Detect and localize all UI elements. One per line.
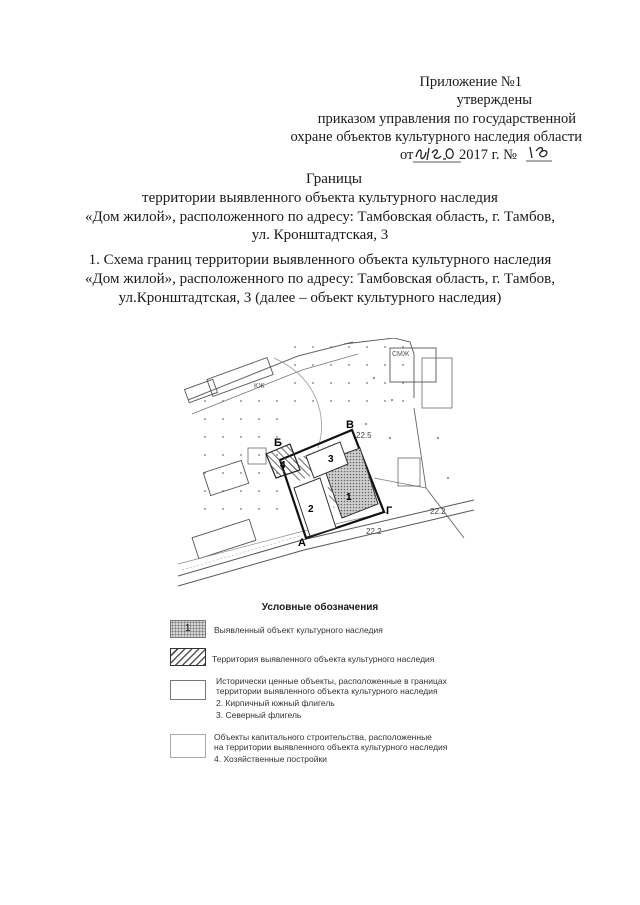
title-line-2: территории выявленного объекта культурного наследия (142, 190, 498, 206)
point-v: В (346, 419, 354, 431)
legend-text-capital-3: 4. Хозяйственные постройки (214, 754, 327, 764)
legend-swatch-capital (170, 734, 206, 758)
title-line-4: ул. Кронштадтская, 3 (251, 227, 389, 243)
scheme-line-1: 1. Схема границ территории выявленного объекта культурного наследия (88, 252, 552, 268)
elevation-label-3: 22.2 (430, 507, 446, 516)
site-plan-map (178, 338, 474, 590)
legend-swatch-territory (170, 648, 206, 666)
legend-title: Условные обозначения (261, 602, 379, 613)
point-a: А (298, 537, 306, 549)
legend-text-historic-3: 2. Кирпичный южный флигель (216, 698, 335, 708)
legend-swatch-historic (170, 680, 206, 700)
area-number-4: 4 (280, 460, 286, 471)
legend-text-capital-1: Объекты капитального строительства, расположенные (214, 732, 432, 742)
area-number-3: 3 (328, 454, 334, 465)
scheme-line-2: «Дом жилой», расположенного по адресу: Тамбовская область, г. Тамбов, (85, 271, 555, 287)
handwritten-date (413, 143, 461, 165)
order-date-line (0, 145, 640, 167)
order-line-1: приказом управления по государственной (317, 111, 576, 127)
point-b: Б (274, 437, 282, 449)
appendix-label: Приложение №1 (419, 74, 522, 90)
legend-text-historic-1: Исторически ценные объекты, расположенные в границах (216, 676, 447, 686)
area-number-1: 1 (346, 492, 352, 503)
area-number-2: 2 (308, 504, 314, 515)
title-borders: Границы (305, 171, 363, 187)
legend-swatch-object (170, 620, 206, 638)
date-suffix: 2017 г. № (459, 147, 518, 163)
legend-text-historic-4: 3. Северный флигель (216, 710, 302, 720)
legend-text-capital-2: на территории выявленного объекта культурного наследия (214, 742, 448, 752)
handwritten-number (526, 141, 552, 163)
title-line-3: «Дом жилой», расположенного по адресу: Тамбовская область, г. Тамбов, (85, 209, 555, 225)
scheme-line-3: ул.Кронштадтская, 3 (далее – объект культурного наследия) (118, 290, 502, 306)
approved-label: утверждены (456, 92, 532, 108)
date-prefix: от (400, 147, 414, 163)
elevation-label-1: 22.5 (356, 431, 372, 440)
legend-text-historic-2: территории выявленного объекта культурного наследия (216, 686, 438, 696)
order-line-2: охране объектов культурного наследия области (290, 129, 582, 145)
point-g: Г (386, 505, 393, 517)
legend-text-object: Выявленный объект культурного наследия (214, 625, 383, 635)
street-label-2: СМЖ (392, 351, 410, 358)
legend-swatch-number: 1 (185, 623, 191, 634)
street-label-1: КЖ (254, 383, 265, 390)
elevation-label-2: 22.2 (366, 527, 382, 536)
legend-text-territory: Территория выявленного объекта культурного наследия (212, 654, 435, 664)
